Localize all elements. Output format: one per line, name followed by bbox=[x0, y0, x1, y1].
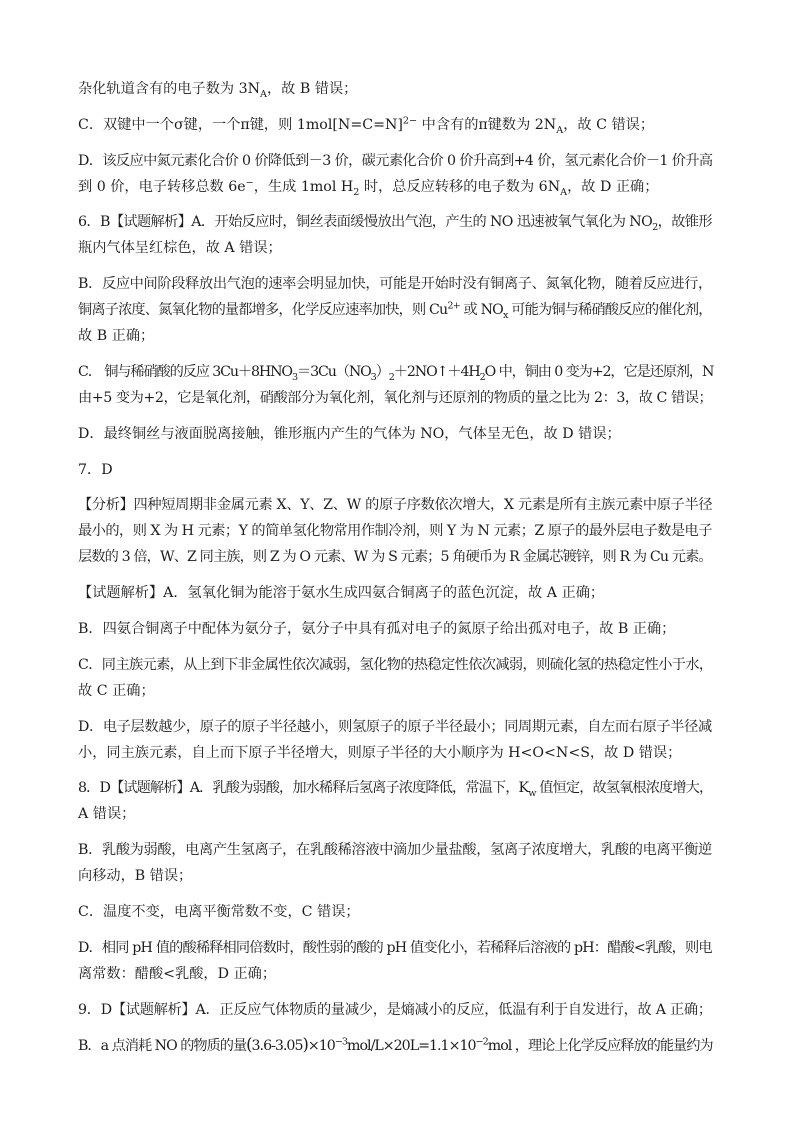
text-segment: 3.6-3.05 bbox=[251, 1038, 303, 1055]
text-line-30 bbox=[78, 997, 712, 1023]
text-segment: B．a 点消耗 NO 的物质的量 bbox=[78, 1038, 247, 1055]
text-line-8 bbox=[78, 297, 712, 323]
text-segment: ×10 bbox=[307, 1038, 335, 1055]
text-line-27 bbox=[78, 899, 712, 925]
text-line-9 bbox=[78, 323, 712, 349]
text-segment: 值恒定，故氢氧根浓度增大， bbox=[535, 780, 713, 797]
text-line-29 bbox=[78, 961, 712, 987]
text-segment: 铜离子浓度、氮氧化物的量都增多，化学反应速率加快，则 Cu bbox=[78, 302, 448, 319]
text-line-17 bbox=[78, 580, 712, 606]
text-segment: 【分析】四种短周期非金属元素 X、Y、Z、W 的原子序数依次增大，X 元素是所有主族元素中原子半径 bbox=[78, 497, 713, 514]
subscript: 2 bbox=[388, 371, 394, 383]
text-segment: A 错误； bbox=[78, 806, 136, 823]
subscript: 2 bbox=[479, 371, 485, 383]
subscript: A bbox=[560, 186, 568, 198]
text-segment: 故 C 正确； bbox=[78, 682, 155, 699]
text-segment: ，故 C 错误； bbox=[563, 116, 655, 133]
text-segment: D．该反应中氮元素化合价 0 价降低到－3 价，碳元素化合价 0 价升高到+4 价，氢元素化合价－1 价升高 bbox=[78, 152, 713, 169]
text-segment: C．同主族元素，从上到下非金属性依次减弱，氢化物的热稳定性依次减弱，则硫化氢的热稳定性小于水， bbox=[78, 656, 713, 673]
text-segment: ( bbox=[246, 1035, 252, 1055]
text-line-4 bbox=[78, 174, 712, 200]
text-line-20 bbox=[78, 678, 712, 704]
text-segment: 瓶内气体呈红棕色，故 A 错误； bbox=[78, 240, 282, 257]
text-segment: 【试题解析】A．氢氧化铜为能溶于氨水生成四氨合铜离子的蓝色沉淀，故 A 正确； bbox=[78, 585, 605, 602]
text-segment: C． 铜与稀硝酸的反应 3Cu＋8HNO bbox=[78, 363, 292, 380]
text-line-16 bbox=[78, 544, 712, 570]
text-segment: 层数的 3 倍，W、Z 同主族，则 Z 为 O 元素、W 为 S 元素；5 角硬币为 R 金属芯镀锌，则 R 为 Cu 元素。 bbox=[78, 549, 712, 566]
subscript: 3 bbox=[370, 371, 376, 383]
text-segment: B．乳酸为弱酸，电离产生氢离子，在乳酸稀溶液中滴加少量盐酸，氢离子浓度增大，乳酸的电离平衡逆 bbox=[78, 842, 712, 859]
text-segment: 中含有的π键数为 2N bbox=[417, 116, 557, 133]
text-segment: ） bbox=[375, 363, 389, 380]
subscript: 2 bbox=[353, 186, 360, 198]
document-body bbox=[78, 76, 712, 1058]
text-segment: 7．D bbox=[78, 461, 113, 478]
text-segment: 由+5 变为+2，它是氧化剂，硝酸部分为氧化剂，氧化剂与还原剂的物质的量之比为 2：3，故 C 错误； bbox=[78, 389, 713, 406]
text-segment: D．相同 pH 值的酸稀释相同倍数时，酸性弱的酸的 pH 值变化小，若稀释后溶液的 pH：醋酸<乳酸，则电 bbox=[78, 939, 712, 956]
subscript: 3 bbox=[291, 371, 297, 383]
subscript: A bbox=[556, 124, 564, 136]
text-segment: 离常数：醋酸<乳酸，D 正确； bbox=[78, 965, 277, 982]
text-segment: 9．D【试题解析】A．正反应气体物质的量减少，是熵减小的反应，低温有利于自发进行，故 A 正确； bbox=[78, 1001, 712, 1018]
text-segment: 杂化轨道含有的电子数为 3N bbox=[78, 81, 261, 97]
text-segment: 8．D【试题解析】A．乳酸为弱酸，加水稀释后氢离子浓度降低，常温下，K bbox=[78, 780, 529, 797]
text-line-14 bbox=[78, 492, 712, 518]
text-segment: D．最终铜丝与液面脱离接触，锥形瓶内产生的气体为 NO，气体呈无色，故 D 错误； bbox=[78, 425, 621, 442]
text-line-28 bbox=[78, 935, 712, 961]
subscript: A bbox=[260, 88, 267, 100]
text-segment: D．电子层数越少，原子的原子半径越小，则氢原子的原子半径最小；同周期元素，自左而右原子半径减 bbox=[78, 718, 712, 735]
text-line-1 bbox=[78, 76, 712, 102]
text-segment: ，故 D 正确； bbox=[567, 178, 659, 195]
text-line-19 bbox=[78, 652, 712, 678]
text-line-6 bbox=[78, 235, 712, 261]
text-line-22 bbox=[78, 740, 712, 766]
text-segment: ) bbox=[302, 1035, 308, 1055]
text-line-3 bbox=[78, 148, 712, 174]
text-segment: 到 0 价，电子转移总数 6e bbox=[78, 178, 246, 195]
text-line-31 bbox=[78, 1032, 712, 1058]
text-line-18 bbox=[78, 616, 712, 642]
text-segment: C．温度不变，电离平衡常数不变，C 错误； bbox=[78, 903, 360, 920]
text-segment: O 中，铜由 0 变为+2，它是还原剂，N bbox=[484, 363, 714, 380]
text-line-26 bbox=[78, 863, 712, 889]
text-line-25 bbox=[78, 837, 712, 863]
text-line-5 bbox=[78, 209, 712, 235]
text-segment: B．反应中间阶段释放出气泡的速率会明显加快，可能是开始时没有铜离子、氮氧化物，随着反应进行， bbox=[78, 276, 712, 293]
superscript: − bbox=[245, 176, 254, 188]
text-segment: 6．B【试题解析】A．开始反应时，铜丝表面缓慢放出气泡，产生的 NO 迅速被氧气氧化为 NO bbox=[78, 214, 653, 231]
text-line-13 bbox=[78, 457, 712, 483]
text-line-24 bbox=[78, 801, 712, 827]
text-line-12 bbox=[78, 421, 712, 447]
text-segment: 故 B 正确； bbox=[78, 328, 155, 345]
text-segment: ，故 B 错误； bbox=[266, 81, 358, 97]
text-segment: 可能为铜与稀硝酸反应的催化剂， bbox=[507, 302, 712, 319]
text-segment: ＋2NO↑＋4H bbox=[393, 363, 480, 380]
subscript: x bbox=[502, 310, 508, 322]
text-segment: 小，同主族元素，自上而下原子半径增大，则原子半径的大小顺序为 H<O<N<S，故 D 错误； bbox=[78, 744, 682, 761]
superscript: −3 bbox=[334, 1036, 348, 1048]
text-line-21 bbox=[78, 714, 712, 740]
text-segment: mol/L×20L=1.1×10 bbox=[347, 1038, 476, 1055]
text-line-2 bbox=[78, 112, 712, 138]
text-segment: ，故锥形 bbox=[657, 214, 712, 231]
subscript: w bbox=[528, 788, 536, 800]
text-segment: 时，总反应转移的电子数为 6N bbox=[359, 178, 561, 195]
text-segment: 或 NO bbox=[459, 302, 503, 319]
superscript: −2 bbox=[475, 1036, 488, 1048]
text-segment: 最小的，则 X 为 H 元素；Y 的简单氢化物常用作制冷剂，则 Y 为 N 元素；Z 原子的最外层电子数是电子 bbox=[78, 523, 712, 540]
text-line-7 bbox=[78, 271, 712, 297]
superscript: 2+ bbox=[447, 300, 460, 312]
text-segment: C．双键中一个σ键，一个π键，则 1mol[N=C=N] bbox=[78, 116, 403, 133]
text-line-10 bbox=[78, 359, 712, 385]
text-segment: mol ，理论上化学反应释放的能量约为 bbox=[487, 1038, 713, 1055]
subscript: 2 bbox=[652, 222, 658, 234]
text-segment: ，生成 1mol H bbox=[253, 178, 354, 195]
text-segment: 向移动，B 错误； bbox=[78, 868, 193, 885]
text-segment: B．四氨合铜离子中配体为氨分子，氨分子中具有孤对电子的氮原子给出孤对电子，故 B 正确； bbox=[78, 620, 676, 637]
text-line-11 bbox=[78, 385, 712, 411]
superscript: 2− bbox=[402, 115, 418, 127]
text-line-15 bbox=[78, 518, 712, 544]
text-line-23 bbox=[78, 775, 712, 801]
text-segment: ＝3Cu（NO bbox=[297, 363, 371, 380]
